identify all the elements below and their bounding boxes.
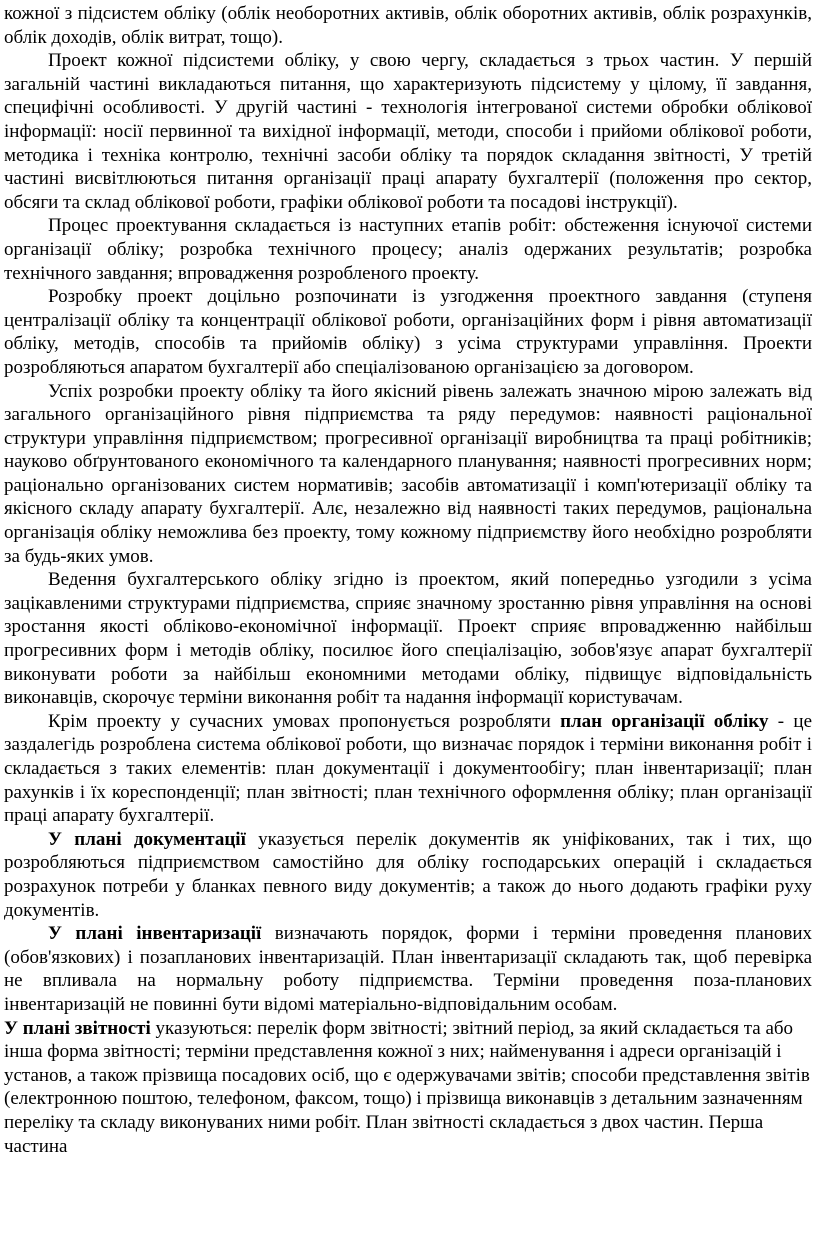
paragraph-3 — [4, 285, 812, 379]
text-segment: указується перелік документів як уніфікованих, так і тих, що розробляються підприємством самостійно для обліку господарських операцій і складається розрахунок потреби у бланках певного виду документів; а також до нього додають графіки руху документів. — [4, 828, 812, 921]
text-segment: Крім проекту у сучасних умовах пропонується розробляти — [48, 710, 561, 732]
bold-heading-plan-dokumentatsii: У плані документації — [48, 828, 246, 850]
text-segment: - це заздалегідь розроблена система облікової роботи, що визначає порядок і терміни виконання робіт і складається з таких елементів: план документації і документообігу; план інвентаризації; план рахунків і їх кореспонденції; план звітності; план технічного оформлення обліку; план організації праці апарату бухгалтерії. — [4, 710, 812, 827]
text-segment: Проект кожної підсистеми обліку, у свою чергу, складається з трьох частин. У першій загальній частині викладаються питання, що характеризують підсистему у цілому, її завдання, специфічні особливості. У другій частині - технологія інтегрованої системи обробки облікової інформації: носії первинної та вихідної інформації, методи, способи і прийоми облікової роботи, методика і техніка контролю, технічні засоби обліку та порядок складання звітності, У третій частині висвітлюються питання організації праці апарату бухгалтерії (положення про сектор, обсяги та склад облікової роботи, графіки облікової роботи та посадові інструкції). — [4, 50, 812, 213]
text-segment: Успіх розробки проекту обліку та його якісний рівень залежать значною мірою залежать від загального організаційного рівня підприємства та ряду передумов: наявності раціональної структури управління підприємством; прогресивної організації виробництва та праці робітників; науково обґрунтованого економічного та календарного планування; наявності прогресивних норм; раціонально організованих систем нормативів; засобів автоматизації і комп'ютеризації обліку та якісного складу апарату бухгалтерії. Алє, незалежно від наявності таких передумов, раціональна організація обліку неможлива без проекту, тому кожному підприємству його необхідно розробляти за будь-яких умов. — [4, 380, 812, 567]
bold-heading-plan-zvitnosti: У плані звітності — [4, 1017, 151, 1039]
paragraph-9 — [4, 1017, 812, 1159]
paragraph-6 — [4, 710, 812, 828]
paragraph-8 — [4, 922, 812, 1016]
paragraph-1 — [4, 49, 812, 214]
bold-heading-plan-inventaryzatsii: У плані інвентаризації — [48, 923, 262, 945]
paragraph-4 — [4, 380, 812, 569]
paragraph-2 — [4, 214, 812, 285]
paragraph-5 — [4, 568, 812, 710]
text-segment: Ведення бухгалтерського обліку згідно із проектом, який попередньо узгодили з усіма зацікавленими структурами підприємства, сприяє значному зростанню рівня управління на основі зростання якості обліково-економічної інформації. Проект сприяє впровадженню найбільш прогресивних форм і методів обліку, посилює його спеціалізацію, зобов'язує апарат бухгалтерії виконувати роботи за найбільш економними методами обліку, підвищує відповідальність виконавців, скорочує терміни виконання робіт та надання інформації користувачам. — [4, 569, 812, 709]
text-segment: визначають порядок, форми і терміни проведення планових (обов'язкових) і позапланових інвентаризацій. План інвентаризації складають так, щоб перевірка не впливала на нормальну роботу підприємства. Терміни проведення поза-планових інвентаризацій не повинні бути відомі матеріально-відповідальним особам. — [4, 923, 812, 1015]
text-segment: Розробку проект доцільно розпочинати із узгодження проектного завдання (ступеня централізації обліку та концентрації облікової роботи, організаційних форм і рівня автоматизації обліку, методів, способів та прийомів обліку) з усіма структурами управління. Проекти розробляються апаратом бухгалтерії або спеціалізованою організацією за договором. — [4, 286, 812, 378]
paragraph-0 — [4, 2, 812, 49]
bold-term-plan-organizatsii-obliku: план організації обліку — [560, 710, 769, 732]
text-segment: указуються: перелік форм звітності; звітний період, за який складається та або інша форма звітності; терміни представлення кожної з них; найменування і адреси організацій і установ, а також прізвища посадових осіб, що є одержувачами звітів; способи представлення звітів (електронною поштою, телефоном, факсом, тощо) і прізвища виконавців з детальним зазначенням переліку та складу виконуваних ними робіт. План звітності складається з двох частин. Перша частина — [4, 1017, 810, 1157]
paragraph-7 — [4, 828, 812, 922]
text-segment: Процес проектування складається із наступних етапів робіт: обстеження існуючої системи організації обліку; розробка технічного процесу; аналіз одержаних результатів; розробка технічного завдання; впровадження розробленого проекту. — [4, 215, 812, 284]
text-segment: кожної з підсистем обліку (облік необоротних активів, облік оборотних активів, облік розрахунків, облік доходів, облік витрат, тощо). — [4, 3, 812, 48]
